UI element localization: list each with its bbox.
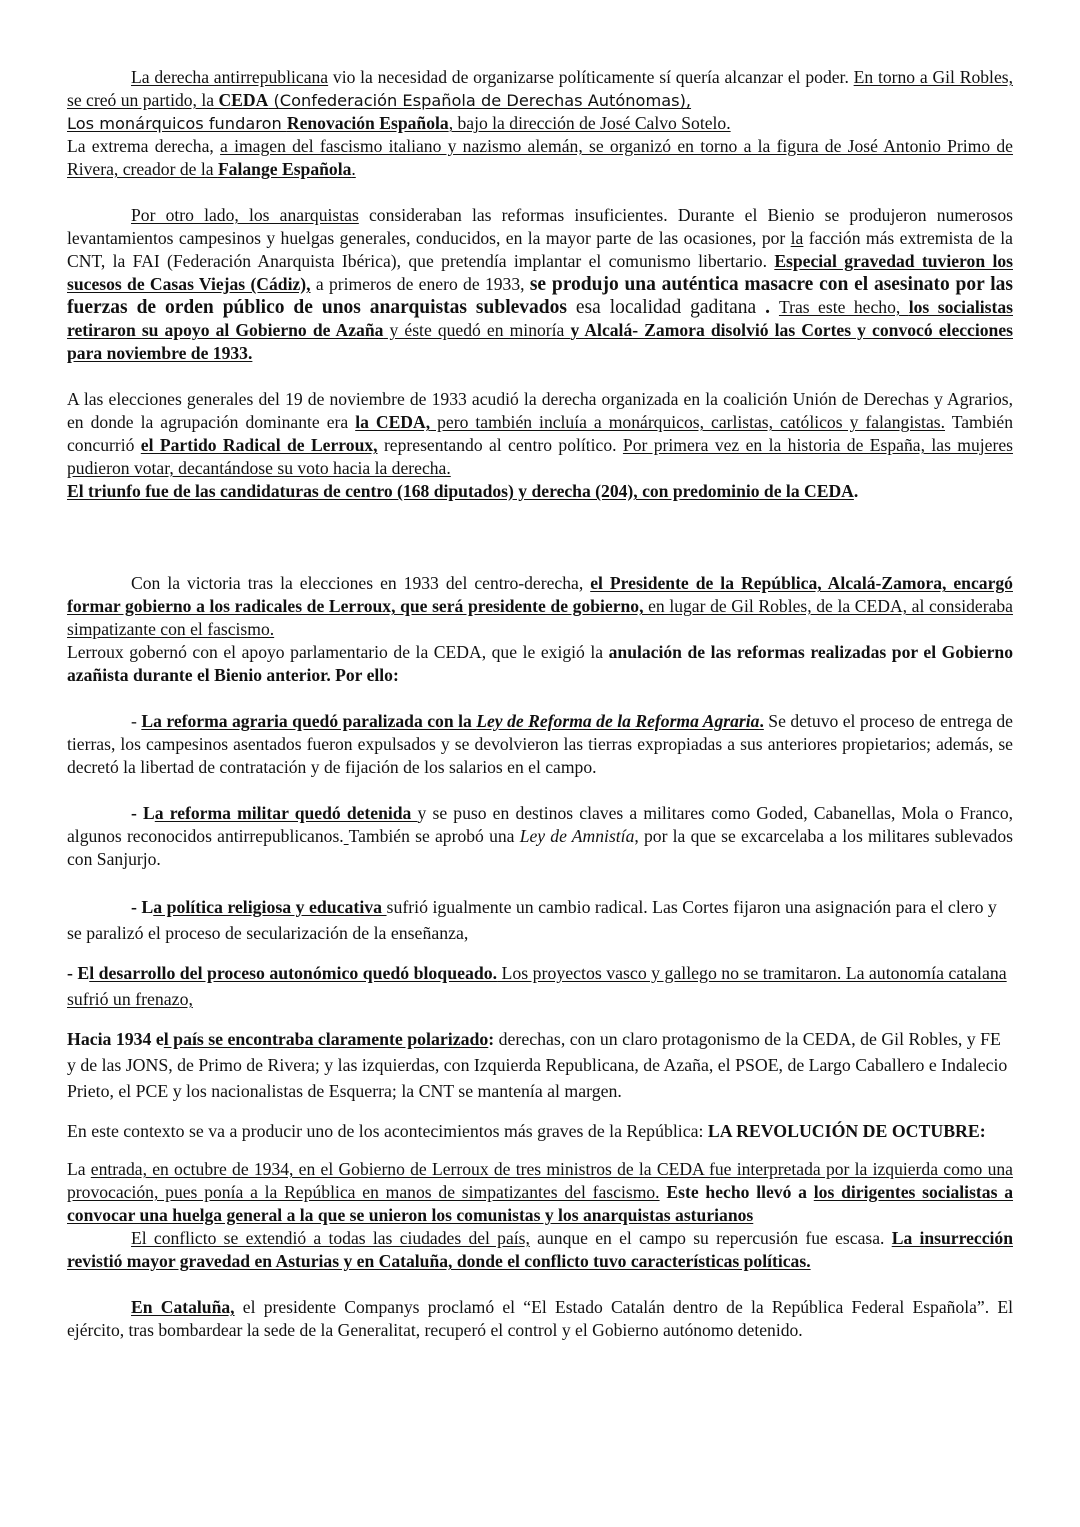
paragraph-military-reform — [67, 802, 1013, 871]
text-span — [355, 412, 430, 432]
text-span: Por primera vez en la historia de España, las mujeres pudieron votar, decantándose su voto hacia la derecha. — [67, 435, 1013, 478]
paragraph-religious-policy — [67, 894, 1013, 946]
text-span: sufrió igualmente un cambio radical. Las Cortes fijaron una asignación para el clero y se paralizó el proceso de secularización de la enseñanza, — [67, 897, 997, 943]
text-span: Especial gravedad tuvieron los sucesos de Casas Viejas (Cádiz), — [67, 251, 1013, 294]
text-span: . — [756, 297, 779, 318]
text-span: representando al centro político. — [377, 435, 623, 455]
document-page — [67, 66, 1013, 1342]
text-span: y Alcalá- Zamora disolvió las Cortes y convocó elecciones para noviembre de 1933. — [67, 320, 1013, 363]
spacer — [67, 365, 1013, 388]
spacer — [67, 1012, 1013, 1026]
text-span: También concurrió — [67, 412, 1013, 455]
text-span: - L — [131, 803, 155, 823]
text-span — [89, 963, 497, 983]
text-span: Se detuvo el proceso de entrega de tierras, los campesinos asentados fueron expulsados y se devolvieron las tierras expropiadas a sus anteriores propietarios; además, se decretó la libertad de contratación y de fijación de los salarios en el campo. — [67, 711, 1013, 777]
text-span: Ley de Reforma de la Reforma Agraria — [476, 711, 760, 731]
spacer — [67, 779, 1013, 802]
spacer — [67, 946, 1013, 960]
spacer — [67, 1273, 1013, 1296]
spacer — [67, 871, 1013, 894]
text-span — [476, 711, 759, 731]
text-span: Ley de Amnistía — [519, 826, 635, 846]
paragraph-ceda-ministers — [67, 1158, 1013, 1227]
text-span: El triunfo fue de las candidaturas de centro (168 diputados) y derecha (204), con predominio de la CEDA — [67, 481, 854, 501]
text-span: : — [488, 1029, 495, 1049]
text-span: Falange Española — [217, 159, 352, 179]
text-span: Con la victoria tras la elecciones en 1933 del centro-derecha, — [131, 573, 591, 593]
text-span: CEDA — [218, 90, 269, 110]
text-span: el Presidente de la República, Alcalá-Zamora, encargó formar gobierno a los radicales de Lerroux, que será presidente de gobierno, — [67, 573, 1013, 616]
text-span: La — [67, 1159, 91, 1179]
paragraph-right-wing — [67, 66, 1013, 112]
text-span: a reforma militar quedó detenida — [154, 803, 418, 823]
paragraph-autonomy — [67, 960, 1013, 1012]
paragraph-lerroux-government — [67, 572, 1013, 641]
paragraph-ceda-support — [67, 641, 1013, 687]
text-span: Lerroux gobernó con el apoyo parlamentario de la CEDA, que le exigió la — [67, 642, 609, 662]
text-span: facción más extremista de la CNT, la FAI (Federación Anarquista Ibérica), que pretendía implantar el comunismo libertario. — [67, 228, 1013, 271]
text-span — [218, 159, 351, 179]
paragraph-extreme-right — [67, 135, 1013, 181]
paragraph-agrarian-reform — [67, 710, 1013, 779]
text-span: entrada, en octubre de 1934, en el Gobierno de Lerroux de tres ministros de la CEDA fue interpretada por la izquierda como una provocación, pues ponía a la República en manos de simpatizantes del fascismo. — [67, 1159, 1013, 1202]
text-span: Tras este hecho, — [778, 297, 909, 317]
text-span: el presidente Companys proclamó el “El Estado Catalán dentro de la República Federal Española”. El ejército, tras bombardear la sede de la Generalitat, recuperó el control y el Gobierno autónomo detenido. — [67, 1297, 1013, 1340]
text-span: los dirigentes socialistas a convocar una huelga general a la que se unieron los comunistas y los anarquistas asturianos — [67, 1182, 1014, 1225]
text-span: el Partido Radical de Lerroux, — [140, 435, 378, 455]
text-span: anulación de las reformas realizadas por el Gobierno azañista durante el Bienio anterior. Por ello: — [67, 642, 1013, 685]
text-span: la CEDA, — [355, 412, 431, 432]
spacer — [67, 1104, 1013, 1118]
paragraph-catalonia — [67, 1296, 1013, 1342]
paragraph-elections-1933 — [67, 388, 1013, 480]
text-span: y éste quedó en minoría — [383, 320, 571, 340]
text-span: Hacia 1934 e — [67, 1029, 164, 1049]
text-span: l desarrollo del proceso autonómico quedó bloqueado. — [89, 963, 498, 983]
text-span: Por otro lado, los anarquistas — [131, 205, 359, 225]
text-span: LA REVOLUCIÓN DE OCTUBRE: — [707, 1121, 986, 1141]
text-span: Los proyectos vasco y gallego no se tramitaron. La autonomía catalana sufrió un frenazo, — [67, 963, 1007, 1009]
text-span — [164, 1029, 488, 1049]
paragraph-polarization — [67, 1026, 1013, 1104]
text-span: Los monárquicos fundaron — [67, 114, 287, 133]
spacer — [67, 1144, 1013, 1158]
paragraph-election-result — [67, 480, 1013, 503]
spacer — [67, 181, 1013, 204]
text-span: aunque en el campo su repercusión fue escasa. — [529, 1228, 892, 1248]
spacer — [67, 503, 1013, 549]
text-span: - E — [67, 963, 90, 983]
text-span: Este hecho llevó a — [659, 1182, 814, 1202]
text-span: en lugar de Gil Robles, de la CEDA, al consideraba simpatizante con el fascismo. — [67, 596, 1013, 639]
text-span: A las elecciones generales del 19 de noviembre de 1933 acudió la derecha organizada en la coalición Unión de Derechas y Agrarios, en donde la agrupación dominante era — [67, 389, 1013, 432]
text-span: En este contexto se va a producir uno de los acontecimientos más graves de la República: — [67, 1121, 708, 1141]
text-span — [287, 113, 449, 133]
text-span: - — [131, 711, 142, 731]
text-span: vio la necesidad de organizarse políticamente sí quería alcanzar el poder. — [328, 67, 854, 87]
text-span: pero también incluía a monárquicos, carlistas, católicos y falangistas. — [430, 412, 946, 432]
text-span: La reforma agraria quedó paralizada con la — [141, 711, 477, 731]
paragraph-anarchists — [67, 204, 1013, 365]
text-span: l país se encontraba claramente polarizado — [163, 1029, 489, 1049]
text-span: a primeros de enero de 1933, — [310, 274, 530, 294]
text-span: esa localidad gaditana — [566, 297, 757, 318]
text-span: , bajo la dirección de José Calvo Sotelo. — [448, 113, 731, 133]
text-span: El conflicto se extendió a todas las ciudades del país, — [131, 1228, 530, 1248]
text-span: - L — [131, 897, 154, 917]
paragraph-monarchists — [67, 112, 1013, 135]
text-span — [476, 711, 759, 731]
text-span: La insurrección revistió mayor gravedad en Asturias y en Cataluña, donde el conflicto tuvo características políticas. — [67, 1228, 1013, 1271]
spacer — [67, 687, 1013, 710]
text-span: a imagen del fascismo italiano y nazismo alemán, se organizó en torno a la figura de José Antonio Primo de Rivera, creador de la — [67, 136, 1013, 179]
text-span — [141, 435, 378, 455]
text-span: . — [853, 481, 859, 501]
text-span: (Confederación Española de Derechas Autónomas), — [268, 91, 692, 110]
text-span: La derecha antirrepublicana — [131, 67, 329, 87]
text-span: y se puso en destinos claves a militares como Goded, Cabanellas, Mola o Franco, algunos reconocidos antirrepublicanos. — [67, 803, 1014, 846]
text-span: los socialistas retiraron su apoyo al Gobierno de Azaña — [67, 297, 1013, 340]
spacer — [67, 549, 1013, 572]
text-span — [153, 897, 386, 917]
text-span: se produjo una auténtica masacre con el asesinato por las fuerzas de orden público de unos anarquistas sublevados — [67, 274, 1013, 318]
text-span — [141, 711, 476, 731]
paragraph-conflict-spread — [67, 1227, 1013, 1273]
text-span: derechas, con un claro protagonismo de la CEDA, de Gil Robles, y FE y de las JONS, de Primo de Rivera; y las izquierdas, con Izquierda Republicana, de Azaña, el PSOE, de Largo Caballero e Indalecio Prieto, el PCE y los nacionalistas de Esquerra; la CNT se mantenía al margen. — [67, 1029, 1008, 1101]
text-span: , por la que se excarcelaba a los militares sublevados con Sanjurjo. — [67, 826, 1013, 869]
text-span: En torno a Gil Robles, se creó un partido, la — [67, 67, 1013, 110]
text-span — [67, 481, 854, 501]
text-span: La extrema derecha, — [67, 136, 221, 156]
text-span: la — [790, 228, 804, 248]
text-span: consideraban las reformas insuficientes. Durante el Bienio se produjeron numerosos levantamientos campesinos y huelgas generales, conducidos, en la mayor parte de las ocasiones, por — [67, 205, 1014, 248]
text-span: . — [351, 159, 356, 179]
text-span: En Cataluña, — [131, 1297, 235, 1317]
text-span: También se aprobó una — [348, 826, 520, 846]
text-span — [131, 1297, 235, 1317]
text-span — [218, 90, 268, 110]
text-span: . — [759, 711, 764, 731]
text-span — [155, 803, 418, 823]
paragraph-october-revolution-intro — [67, 1118, 1013, 1144]
text-span: Renovación Española — [286, 113, 449, 133]
text-span: a política religiosa y educativa — [153, 897, 387, 917]
